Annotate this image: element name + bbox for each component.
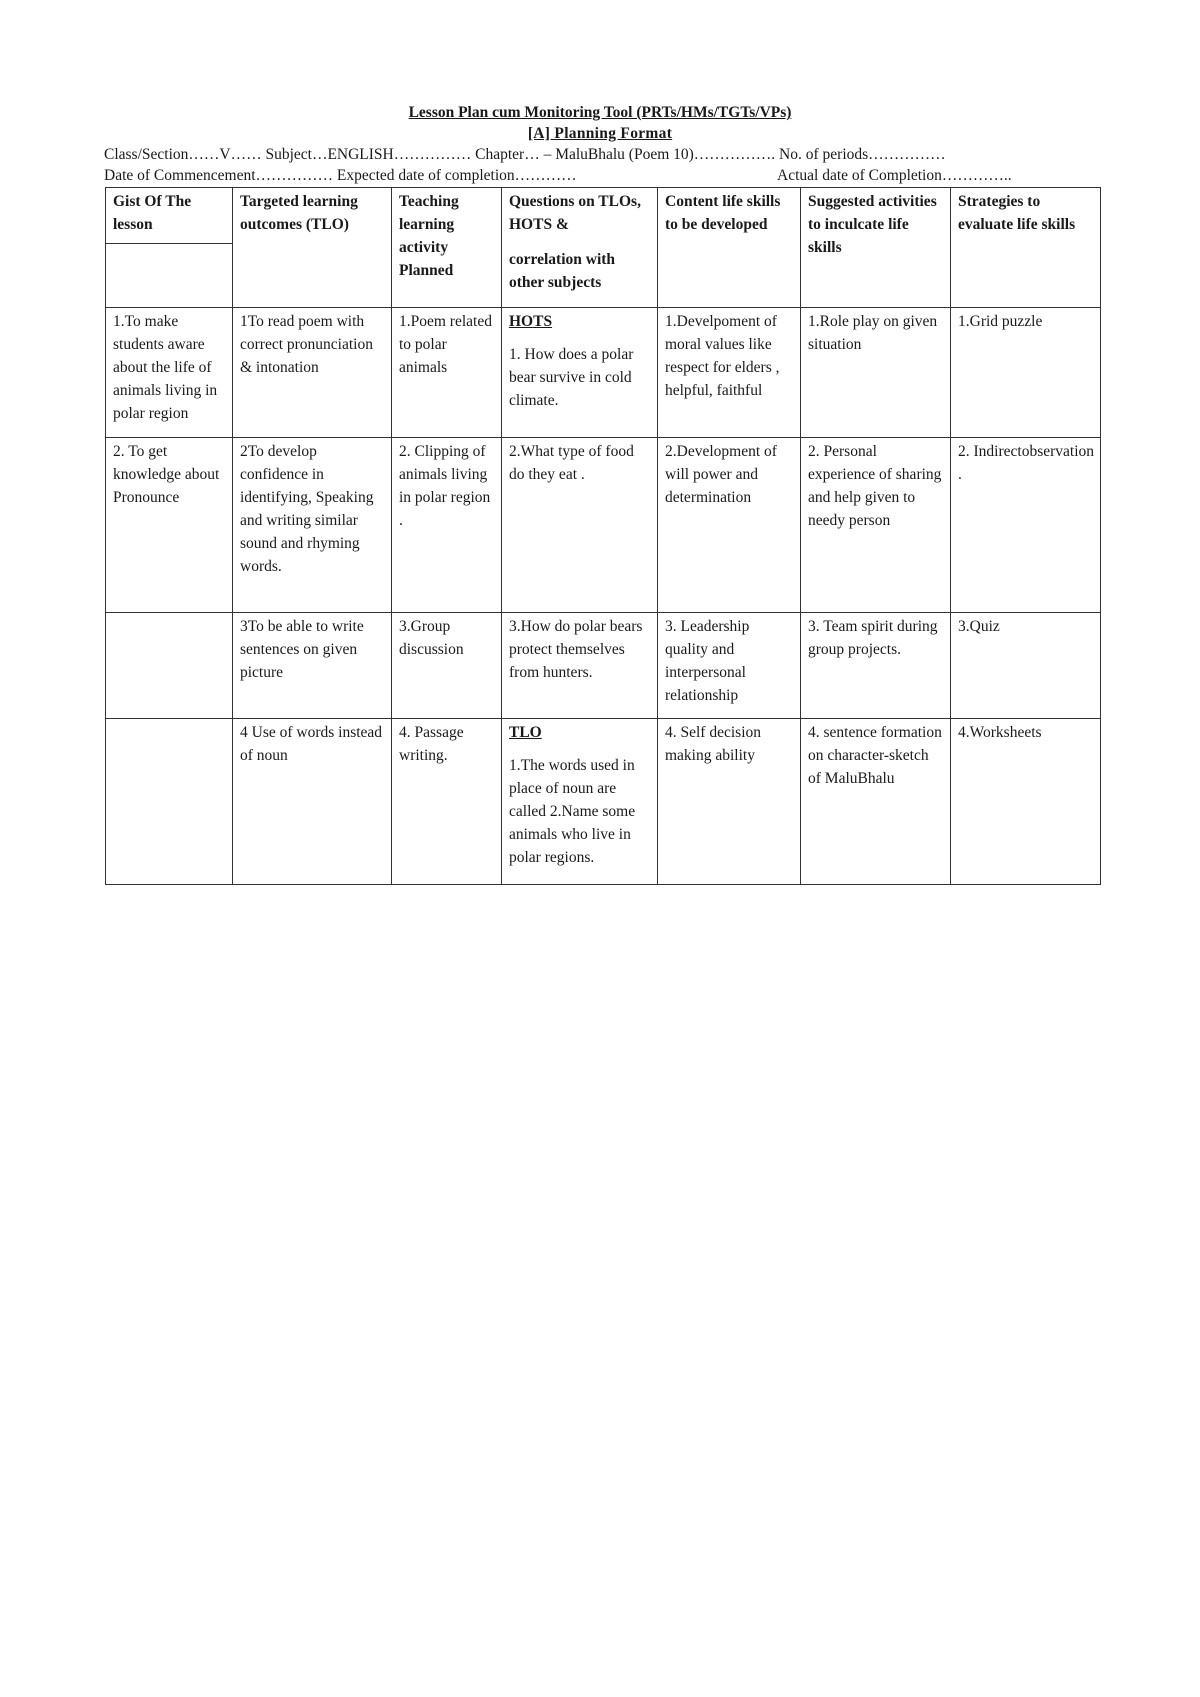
table-row bbox=[106, 308, 1101, 438]
cell-activity: 3. Team spirit during group projects. bbox=[801, 613, 951, 719]
cell-activity: 4. sentence formation on character-sketch of MaluBhalu bbox=[801, 719, 951, 885]
table-row bbox=[106, 719, 1101, 885]
actual-date-line: Actual date of Completion………….. bbox=[777, 167, 1012, 184]
cell-question bbox=[502, 719, 658, 885]
header-gist bbox=[106, 188, 233, 308]
question-text: 1. How does a polar bear survive in cold climate. bbox=[509, 346, 634, 409]
cell-activity: 2. Personal experience of sharing and help given to needy person bbox=[801, 438, 951, 613]
cell-content: 4. Self decision making ability bbox=[658, 719, 801, 885]
cell-teaching: 1.Poem related to polar animals bbox=[392, 308, 502, 438]
cell-teaching: 4. Passage writing. bbox=[392, 719, 502, 885]
cell-question: 3.How do polar bears protect themselves from hunters. bbox=[502, 613, 658, 719]
cell-strategy: 2. Indirectobservation . bbox=[951, 438, 1101, 613]
cell-gist: 1.To make students aware about the life of animals living in polar region bbox=[106, 308, 233, 438]
cell-gist: 2. To get knowledge about Pronounce bbox=[106, 438, 233, 613]
cell-gist bbox=[106, 719, 233, 885]
cell-tlo: 2To develop confidence in identifying, Speaking and writing similar sound and rhyming words. bbox=[233, 438, 392, 613]
header-teaching: Teaching learning activity Planned bbox=[392, 188, 502, 308]
header-tlo: Targeted learning outcomes (TLO) bbox=[233, 188, 392, 308]
cell-teaching: 3.Group discussion bbox=[392, 613, 502, 719]
hots-heading: HOTS bbox=[509, 313, 553, 330]
lesson-plan-table bbox=[105, 187, 1101, 885]
page-title: Lesson Plan cum Monitoring Tool (PRTs/HMs/TGTs/VPs) bbox=[408, 104, 792, 121]
page-subtitle: [A] Planning Format bbox=[527, 125, 673, 142]
cell-strategy: 4.Worksheets bbox=[951, 719, 1101, 885]
header-strategies: Strategies to evaluate life skills bbox=[951, 188, 1101, 308]
table-row bbox=[106, 613, 1101, 719]
header-questions-line2: correlation with other subjects bbox=[509, 251, 616, 291]
cell-tlo: 3To be able to write sentences on given picture bbox=[233, 613, 392, 719]
cell-tlo: 4 Use of words instead of noun bbox=[233, 719, 392, 885]
header-questions bbox=[502, 188, 658, 308]
cell-tlo: 1To read poem with correct pronunciation & intonation bbox=[233, 308, 392, 438]
cell-gist bbox=[106, 613, 233, 719]
tlo-heading: TLO bbox=[509, 724, 542, 741]
cell-teaching: 2. Clipping of animals living in polar region . bbox=[392, 438, 502, 613]
header-gist-empty bbox=[106, 244, 232, 302]
header-gist-label: Gist Of The lesson bbox=[106, 188, 232, 244]
cell-content: 1.Develpoment of moral values like respect for elders , helpful, faithful bbox=[658, 308, 801, 438]
table-row bbox=[106, 438, 1101, 613]
question-text: 1.The words used in place of noun are called 2.Name some animals who live in polar regions. bbox=[509, 757, 636, 866]
table-header-row bbox=[106, 188, 1101, 308]
cell-question bbox=[502, 308, 658, 438]
header-questions-line1: Questions on TLOs, HOTS & bbox=[509, 193, 641, 233]
header-content: Content life skills to be developed bbox=[658, 188, 801, 308]
cell-strategy: 1.Grid puzzle bbox=[951, 308, 1101, 438]
header-activities: Suggested activities to inculcate life skills bbox=[801, 188, 951, 308]
date-line: Date of Commencement…………… Expected date of completion………… bbox=[104, 167, 577, 184]
cell-content: 3. Leadership quality and interpersonal relationship bbox=[658, 613, 801, 719]
cell-question: 2.What type of food do they eat . bbox=[502, 438, 658, 613]
cell-content: 2.Development of will power and determination bbox=[658, 438, 801, 613]
cell-activity: 1.Role play on given situation bbox=[801, 308, 951, 438]
cell-strategy: 3.Quiz bbox=[951, 613, 1101, 719]
class-subject-line: Class/Section……V…… Subject…ENGLISH…………… Chapter… – MaluBhalu (Poem 10)……………. No. of periods…………… bbox=[104, 146, 946, 163]
